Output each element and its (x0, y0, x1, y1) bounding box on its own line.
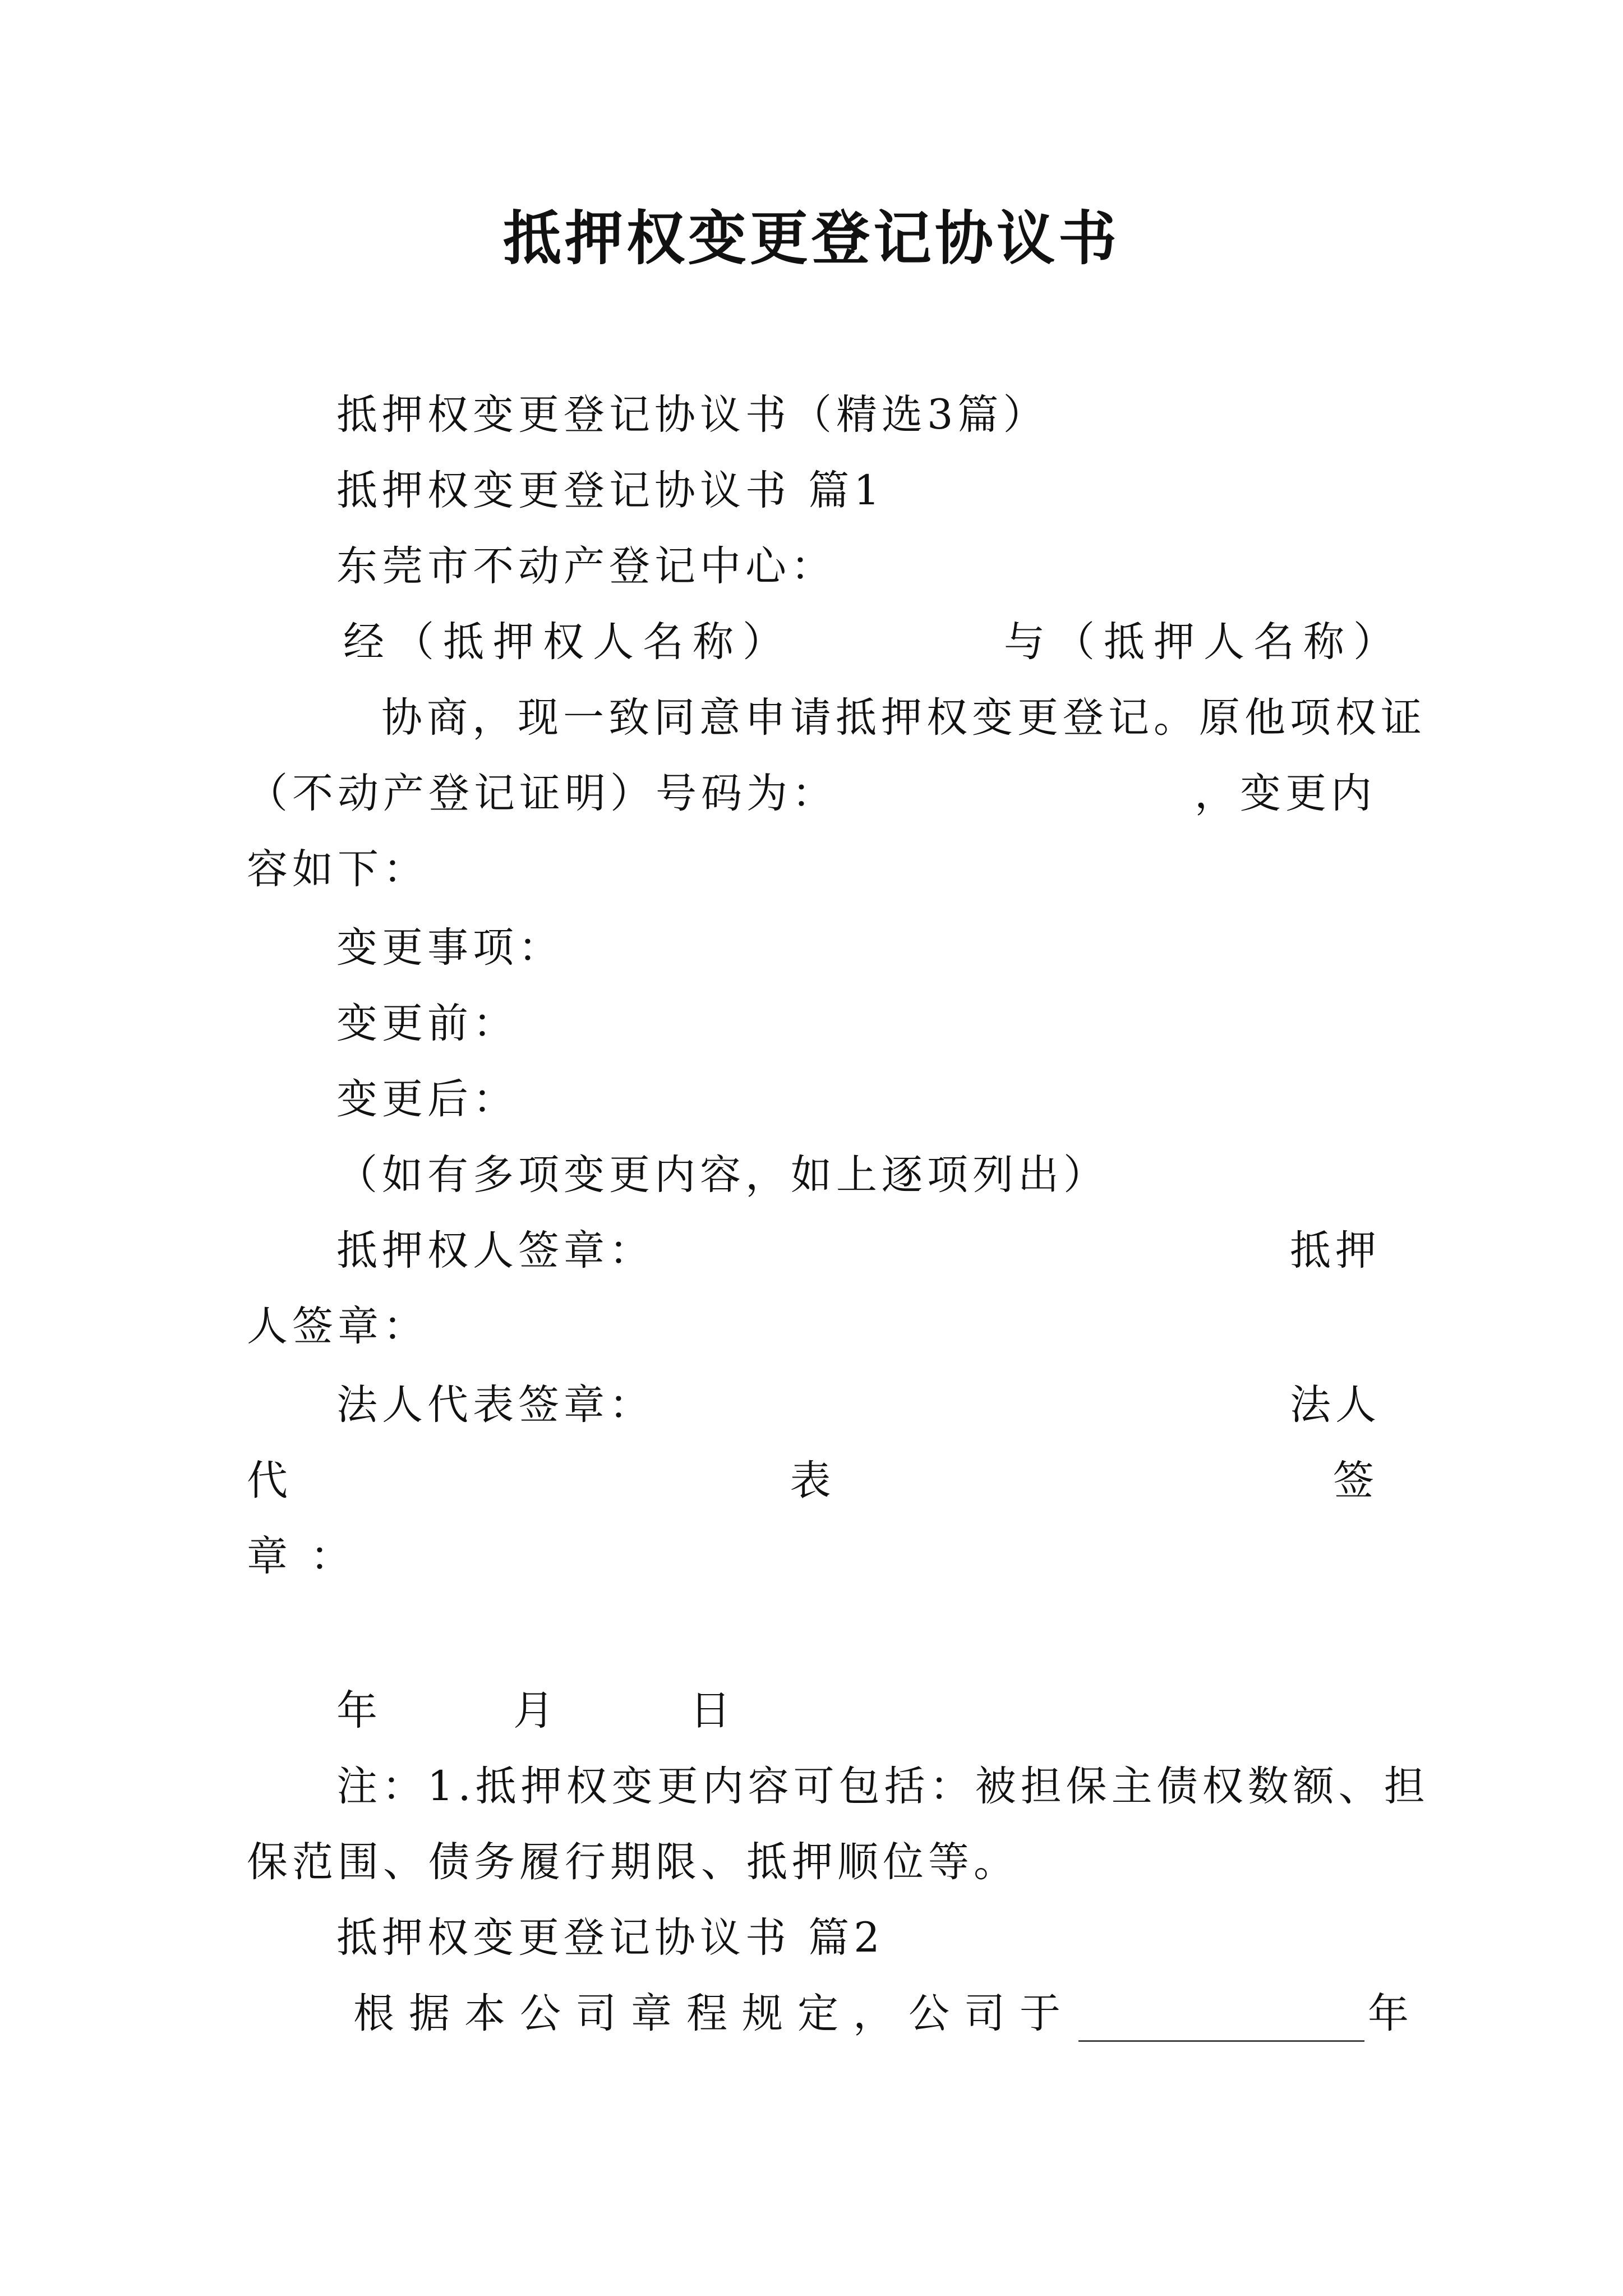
paragraph-line: 协商，现一致同意申请抵押权变更登记。原他项权证 (381, 694, 1426, 742)
addressee: 东莞市不动产登记中心： (336, 542, 836, 590)
paragraph-line: 容如下： (247, 845, 428, 893)
spread-char: 签 (1333, 1457, 1374, 1504)
parties-mortgagor: 与（抵押人名称） (1004, 618, 1403, 666)
multiple-items-note: （如有多项变更内容，如上逐项列出） (336, 1151, 1109, 1199)
after-change-label: 变更后： (336, 1075, 518, 1123)
paragraph-line: ，变更内 (1195, 770, 1376, 817)
date-year: 年 (336, 1687, 382, 1734)
legal-rep-seal-label: 法人代表签章： (336, 1381, 654, 1429)
date-month: 月 (513, 1687, 559, 1734)
paragraph-line: （不动产登记证明）号码为： (247, 770, 837, 817)
legal-rep-seal-label-end: 章： (247, 1533, 374, 1580)
parties-mortgagee: 经（抵押权人名称） (343, 618, 792, 666)
mortgagee-seal-label: 抵押权人签章： (336, 1227, 654, 1274)
note-line: 保范围、债务履行期限、抵押顺位等。 (247, 1838, 1019, 1886)
paragraph-text: 年 (1368, 1990, 1423, 2037)
paragraph-text: 根据本公司章程规定，公司于 (353, 1990, 1075, 2037)
paragraph-line (353, 1986, 1423, 2042)
fill-in-blank (1078, 1995, 1364, 2042)
date-day: 日 (690, 1687, 735, 1734)
legal-rep-seal-spread (247, 1453, 1374, 1509)
mortgagor-seal-label: 人签章： (247, 1303, 428, 1350)
spread-char: 表 (790, 1457, 831, 1504)
document-title: 抵押权变更登记协议书 (502, 204, 1120, 273)
before-change-label: 变更前： (336, 1000, 518, 1047)
note-line: 注：1.抵押权变更内容可包括：被担保主债权数额、担 (336, 1763, 1430, 1810)
document-subtitle: 抵押权变更登记协议书（精选3篇） (336, 391, 1049, 439)
change-item-label: 变更事项： (336, 924, 564, 972)
section2-heading: 抵押权变更登记协议书 篇2 (336, 1914, 884, 1962)
legal-rep-seal-label-2: 法人 (1290, 1381, 1381, 1429)
mortgagor-seal-label: 抵押 (1290, 1227, 1381, 1274)
section1-heading: 抵押权变更登记协议书 篇1 (336, 467, 884, 514)
spread-char: 代 (247, 1457, 288, 1504)
